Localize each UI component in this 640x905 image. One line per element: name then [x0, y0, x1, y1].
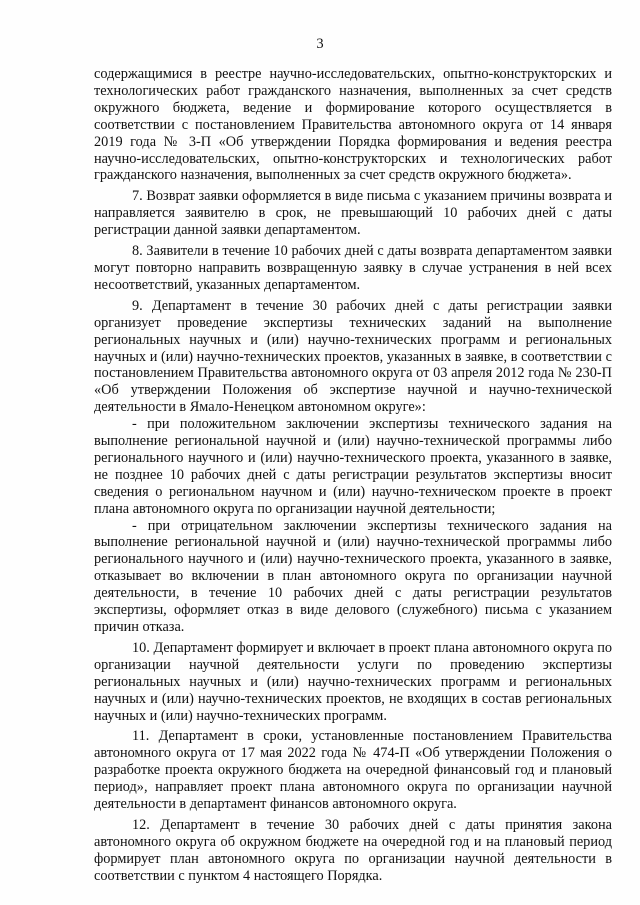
- paragraph-9-negative-case: - при отрицательном заключении экспертизы технического задания на выполнение региональной научной и (или) научно-технической программы либо регионального научного и (или) научно-технического проекта, указанного в заявке, отказывает во включении в план автономного округа по организации научной деятельности, в течение 10 рабочих дней с даты регистрации результатов экспертизы, оформляет отказ в виде делового (служебного) письма с указанием причин отказа.: [94, 517, 612, 635]
- paragraph-9: 9. Департамент в течение 30 рабочих дней с даты регистрации заявки организует проведение экспертизы технических заданий на выполнение региональных научных и (или) научно-технических программ и региональных научных и (или) научно-технических проектов, указанных в заявке, в соответствии с постановлением Правительства автономного округа от 03 апреля 2012 года № 230-П «Об утверждении Положения об экспертизе научной и научно-технической деятельности в Ямало-Ненецком автономном округе»:: [94, 297, 612, 416]
- paragraph-10: 10. Департамент формирует и включает в проект плана автономного округа по организации научной деятельности услуги по проведению экспертизы региональных научных и (или) научно-технических программ и региональных научных и (или) научно-технических проектов, не входящих в состав региональных научных и (или) научно-технических программ.: [94, 639, 612, 724]
- paragraph-11: 11. Департамент в сроки, установленные постановлением Правительства автономного округа от 17 мая 2022 года № 474-П «Об утверждении Положения о разработке проекта окружного бюджета на очередной финансовый год и плановый период», направляет проект плана автономного округа по организации научной деятельности в департамент финансов автономного округа.: [94, 728, 612, 813]
- document-body: [94, 66, 612, 885]
- page-number: 3: [316, 36, 324, 52]
- paragraph-7: 7. Возврат заявки оформляется в виде письма с указанием причины возврата и направляется заявителю в срок, не превышающий 10 рабочих дней с даты регистрации данной заявки департаментом.: [94, 188, 612, 239]
- paragraph-12: 12. Департамент в течение 30 рабочих дней с даты принятия закона автономного округа об окружном бюджете на очередной год и на плановый период формирует план автономного округа по организации научной деятельности в соответствии с пунктом 4 настоящего Порядка.: [94, 816, 612, 884]
- paragraph-9-positive-case: - при положительном заключении экспертизы технического задания на выполнение региональной научной и (или) научно-технической программы либо регионального научного и (или) научно-технического проекта, указанного в заявке, не позднее 10 рабочих дней с даты регистрации результатов экспертизы вносит сведения о региональном научном и (или) научно-техническом проекте в проект плана автономного округа по организации научной деятельности;: [94, 416, 612, 517]
- paragraph-continuation: содержащимися в реестре научно-исследовательских, опытно-конструкторских и технологических работ гражданского назначения, выполненных за счет средств окружного бюджета, ведение и формирование которого осуществляется в соответствии с постановлением Правительства автономного округа от 14 января 2019 года № 3-П «Об утверждении Порядка формирования и ведения реестра научно-исследовательских, опытно-конструкторских и технологических работ гражданского назначения, выполненных за счет средств окружного бюджета».: [94, 66, 612, 184]
- paragraph-8: 8. Заявители в течение 10 рабочих дней с даты возврата департаментом заявки могут повторно направить возвращенную заявку в случае устранения в ней всех несоответствий, указанных департаментом.: [94, 243, 612, 293]
